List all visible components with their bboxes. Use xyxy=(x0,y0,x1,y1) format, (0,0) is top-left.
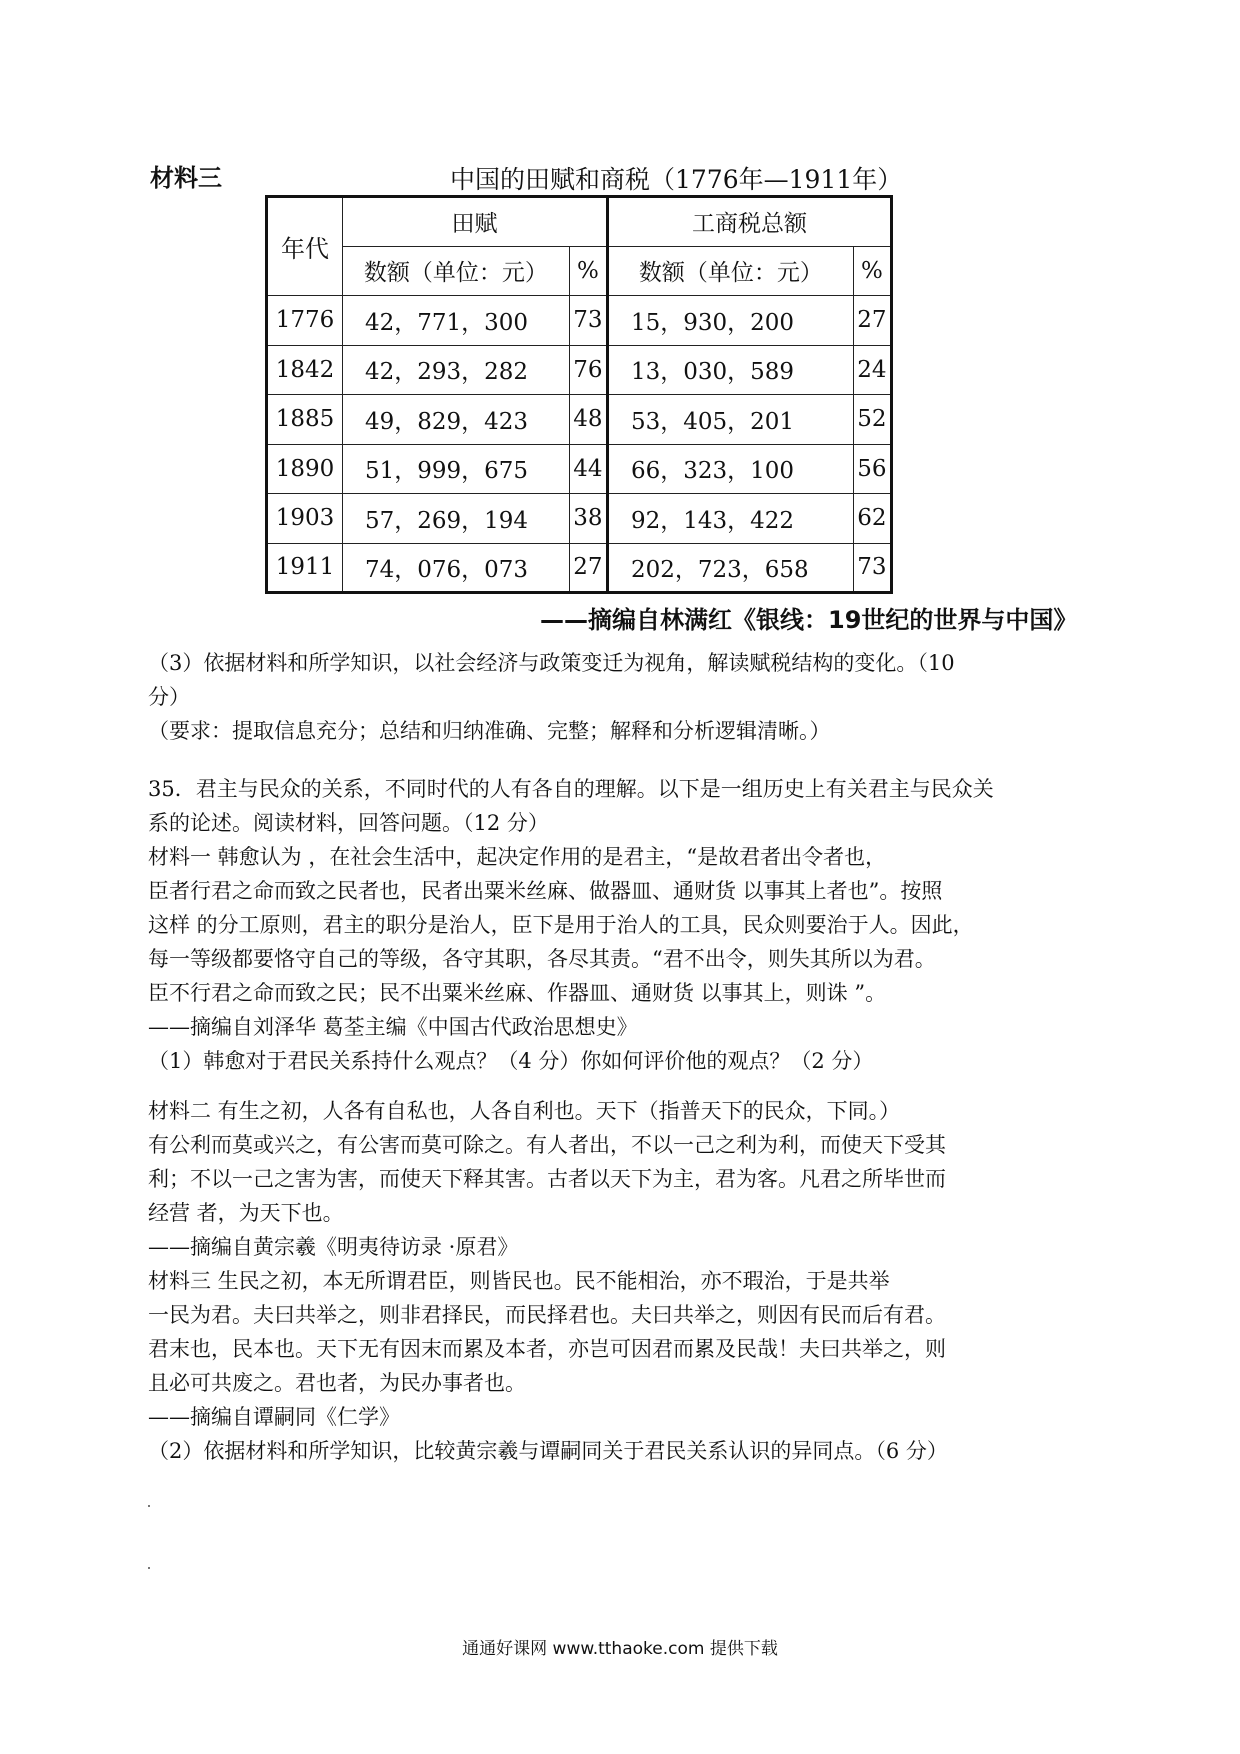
field-pct-cell: 76 xyxy=(569,345,607,395)
scan-speck xyxy=(148,1567,150,1569)
question-35-intro: 系的论述。阅读材料，回答问题。（12 分） xyxy=(148,811,549,835)
field-tax-header: 田赋 xyxy=(343,197,608,247)
field-pct-cell: 44 xyxy=(569,444,607,494)
material-three-source: ——摘编自谭嗣同《仁学》 xyxy=(148,1405,400,1429)
commerce-pct-cell: 56 xyxy=(853,444,891,494)
material-two-line: 材料二 有生之初，人各有自私也，人各自利也。天下（指普天下的民众，下同。） xyxy=(148,1099,901,1123)
material-one-line: 臣者行君之命而致之民者也，民者出粟米丝麻、做器皿、通财货 以事其上者也”。按照 xyxy=(148,879,943,903)
commerce-amount-cell: 13，030，589 xyxy=(607,345,853,395)
material-three-line: 一民为君。夫曰共举之，则非君择民，而民择君也。夫曰共举之，则因有民而后有君。 xyxy=(148,1303,946,1327)
field-pct-cell: 48 xyxy=(569,395,607,445)
table-source-citation: ——摘编自林满红《银线：19世纪的世界与中国》 xyxy=(540,606,1078,634)
field-pct-cell: 73 xyxy=(569,296,607,346)
sub-question-2: （2）依据材料和所学知识，比较黄宗羲与谭嗣同关于君民关系认识的异同点。（6 分） xyxy=(148,1439,948,1463)
commerce-amount-cell: 15，930，200 xyxy=(607,296,853,346)
material-one-line: 这样 的分工原则，君主的职分是治人，臣下是用于治人的工具，民众则要治于人。因此， xyxy=(148,913,974,937)
commerce-amount-cell: 66，323，100 xyxy=(607,444,853,494)
year-cell: 1890 xyxy=(267,444,343,494)
material-three-line: 材料三 生民之初，本无所谓君臣，则皆民也。民不能相治，亦不瑕治，于是共举 xyxy=(148,1269,890,1293)
year-cell: 1911 xyxy=(267,543,343,593)
material-three-line: 君末也，民本也。天下无有因末而累及本者，亦岂可因君而累及民哉！夫曰共举之，则 xyxy=(148,1337,946,1361)
material-two-source: ——摘编自黄宗羲《明夷待访录 ·原君》 xyxy=(148,1235,519,1259)
table-row xyxy=(267,543,892,593)
question-35-block xyxy=(148,772,1068,1078)
table-title: 中国的田赋和商税（1776年—1911年） xyxy=(450,165,903,194)
commerce-amount-cell: 202，723，658 xyxy=(607,543,853,593)
material-three-line: 且必可共废之。君也者，为民办事者也。 xyxy=(148,1371,526,1395)
material-two-line: 利；不以一己之害为害，而使天下释其害。古者以天下为主，君为客。凡君之所毕世而 xyxy=(148,1167,946,1191)
question-3-line: （3）依据材料和所学知识，以社会经济与政策变迁为视角，解读赋税结构的变化。（10 xyxy=(148,651,955,675)
field-pct-header: % xyxy=(569,246,607,296)
field-amount-cell: 42，771，300 xyxy=(343,296,570,346)
material-three-label: 材料三 xyxy=(150,164,222,192)
table-row xyxy=(267,444,892,494)
table-row xyxy=(267,296,892,346)
year-cell: 1842 xyxy=(267,345,343,395)
table-row xyxy=(267,345,892,395)
field-amount-cell: 74，076，073 xyxy=(343,543,570,593)
field-pct-cell: 38 xyxy=(569,494,607,544)
commerce-pct-cell: 73 xyxy=(853,543,891,593)
tax-table xyxy=(265,195,893,594)
commerce-amount-header: 数额（单位：元） xyxy=(607,246,853,296)
commerce-pct-cell: 52 xyxy=(853,395,891,445)
field-amount-cell: 42，293，282 xyxy=(343,345,570,395)
material-one-line: 每一等级都要恪守自己的等级，各守其职，各尽其责。“君不出令，则失其所以为君。 xyxy=(148,947,936,971)
year-cell: 1885 xyxy=(267,395,343,445)
commerce-pct-cell: 62 xyxy=(853,494,891,544)
footer-watermark: 通通好课网 www.tthaoke.com 提供下载 xyxy=(462,1639,778,1659)
material-one-source: ——摘编自刘泽华 葛荃主编《中国古代政治思想史》 xyxy=(148,1015,638,1039)
commerce-pct-cell: 27 xyxy=(853,296,891,346)
material-two-line: 经营 者，为天下也。 xyxy=(148,1201,344,1225)
field-amount-header: 数额（单位：元） xyxy=(343,246,570,296)
scan-speck xyxy=(148,1505,150,1507)
field-amount-cell: 57，269，194 xyxy=(343,494,570,544)
material-one-line: 臣不行君之命而致之民；民不出粟米丝麻、作器皿、通财货 以事其上，则诛 ”。 xyxy=(148,981,887,1005)
table-subheader-row xyxy=(267,246,892,296)
year-cell: 1776 xyxy=(267,296,343,346)
sub-question-1: （1）韩愈对于君民关系持什么观点？（4 分）你如何评价他的观点？（2 分） xyxy=(148,1049,874,1073)
question-3-block xyxy=(148,646,1068,748)
field-amount-cell: 49，829，423 xyxy=(343,395,570,445)
question-3-requirement: （要求：提取信息充分；总结和归纳准确、完整；解释和分析逻辑清晰。） xyxy=(148,719,831,743)
table-row xyxy=(267,494,892,544)
commerce-pct-cell: 24 xyxy=(853,345,891,395)
year-cell: 1903 xyxy=(267,494,343,544)
field-pct-cell: 27 xyxy=(569,543,607,593)
materials-two-three-block xyxy=(148,1094,1068,1468)
year-header: 年代 xyxy=(267,197,343,296)
question-3-line: 分） xyxy=(148,685,190,709)
commerce-amount-cell: 53，405，201 xyxy=(607,395,853,445)
material-two-line: 有公利而莫或兴之，有公害而莫可除之。有人者出，不以一己之利为利，而使天下受其 xyxy=(148,1133,946,1157)
material-one-line: 材料一 韩愈认为 ，在社会生活中，起决定作用的是君主，“是故君者出令者也， xyxy=(148,845,887,869)
table-header-row xyxy=(267,197,892,247)
commerce-pct-header: % xyxy=(853,246,891,296)
question-35-intro: 35．君主与民众的关系，不同时代的人有各自的理解。以下是一组历史上有关君主与民众关 xyxy=(148,777,994,801)
field-amount-cell: 51，999，675 xyxy=(343,444,570,494)
table-row xyxy=(267,395,892,445)
commerce-amount-cell: 92，143，422 xyxy=(607,494,853,544)
commerce-tax-header: 工商税总额 xyxy=(607,197,891,247)
